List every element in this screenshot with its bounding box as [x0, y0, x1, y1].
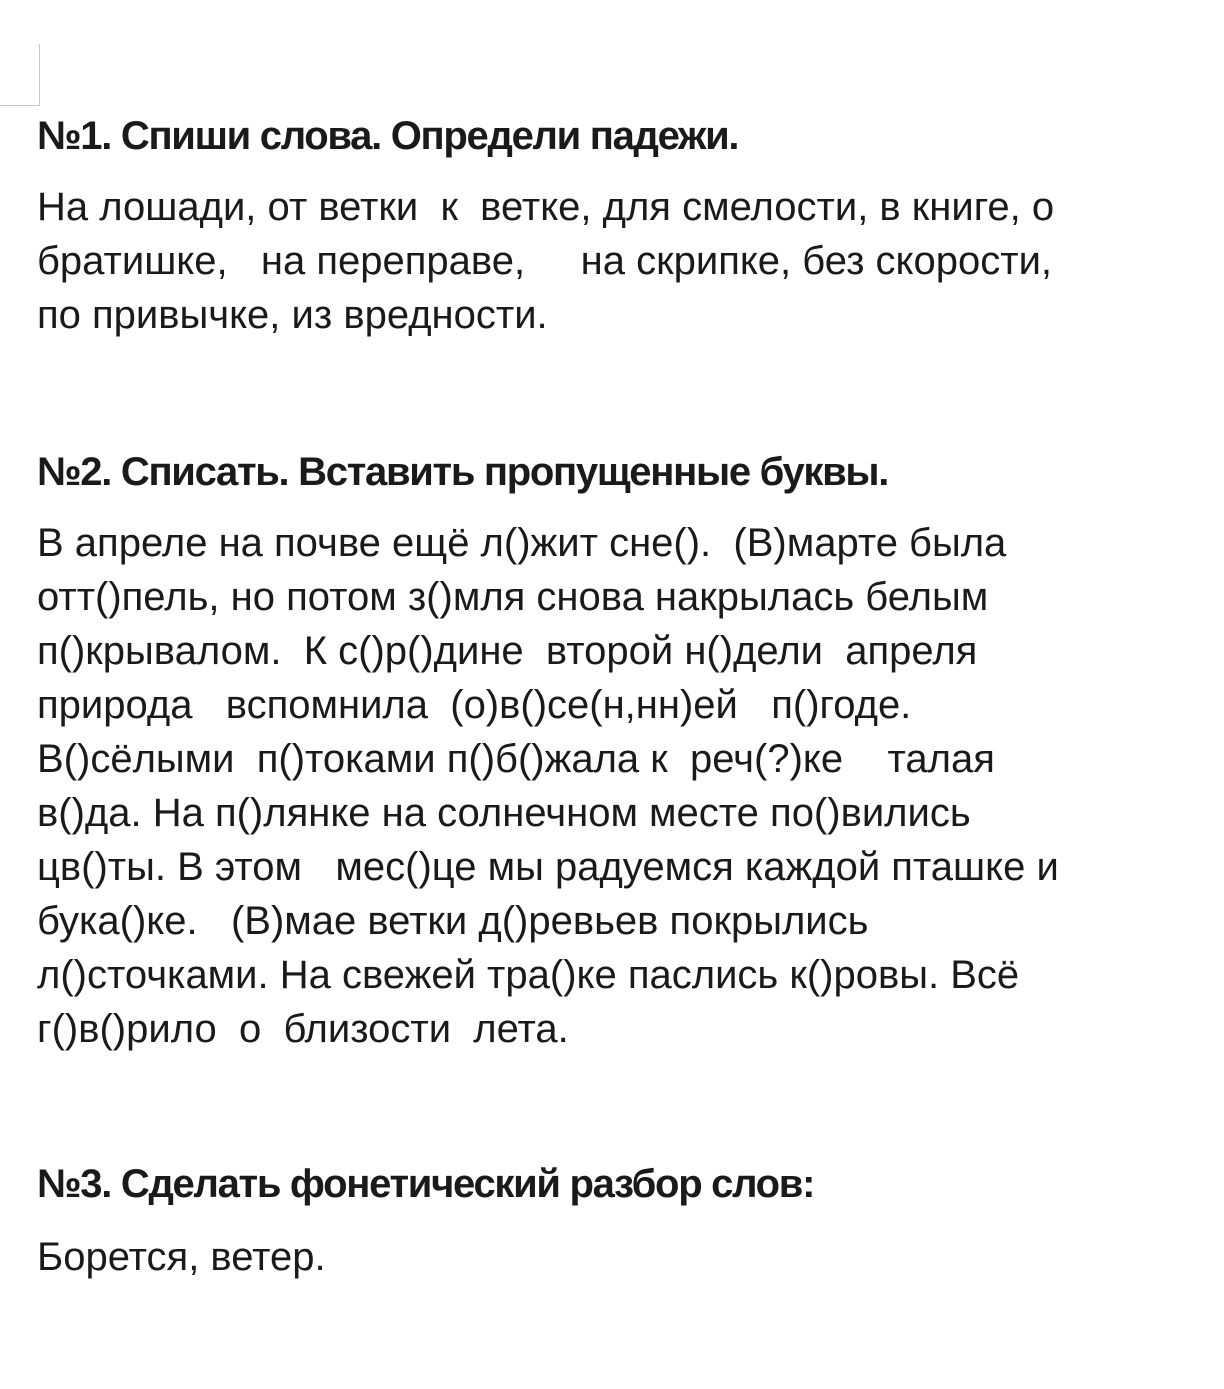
text-line: природа вспомнила (о)в()се(н,нн)ей п()годе.: [37, 683, 912, 727]
text-line: братишке, на переправе, на скрипке, без скорости,: [37, 239, 1053, 283]
text-line: в()да. На п()лянке на солнечном месте по()вились: [37, 791, 971, 835]
text-line: г()в()рило о близости лета.: [37, 1007, 569, 1051]
task-1: [37, 110, 1189, 342]
task-1-text: [37, 180, 1189, 342]
task-3-title: №3. Сделать фонетический разбор слов:: [37, 1162, 815, 1206]
text-line: Борется, ветер.: [37, 1235, 326, 1279]
text-line: цв()ты. В этом мес()це мы радуемся каждой пташке и: [37, 845, 1059, 889]
text-line: бука()ке. (В)мае ветки д()ревьев покрылись: [37, 899, 869, 943]
text-line: На лошади, от ветки к ветке, для смелости, в книге, о: [37, 185, 1055, 229]
text-line: отт()пель, но потом з()мля снова накрылась белым: [37, 575, 989, 619]
task-2: [37, 446, 1189, 1056]
task-2-title: №2. Списать. Вставить пропущенные буквы.: [37, 450, 889, 494]
text-line: л()сточками. На свежей тра()ке паслись к()ровы. Всё: [37, 953, 1020, 997]
document-page: [37, 110, 1189, 1284]
task-3-text: [37, 1230, 1189, 1284]
task-2-text: [37, 516, 1189, 1056]
task-3: [37, 1158, 1189, 1284]
task-1-title: №1. Спиши слова. Определи падежи.: [37, 114, 739, 158]
text-line: В апреле на почве ещё л()жит сне(). (В)марте была: [37, 521, 1007, 565]
text-line: по привычке, из вредности.: [37, 293, 548, 337]
text-line: В()сёлыми п()токами п()б()жала к реч(?)ке талая: [37, 737, 995, 781]
page-corner-mark: [0, 44, 40, 106]
text-line: п()крывалом. К с()р()дине второй н()дели апреля: [37, 629, 978, 673]
